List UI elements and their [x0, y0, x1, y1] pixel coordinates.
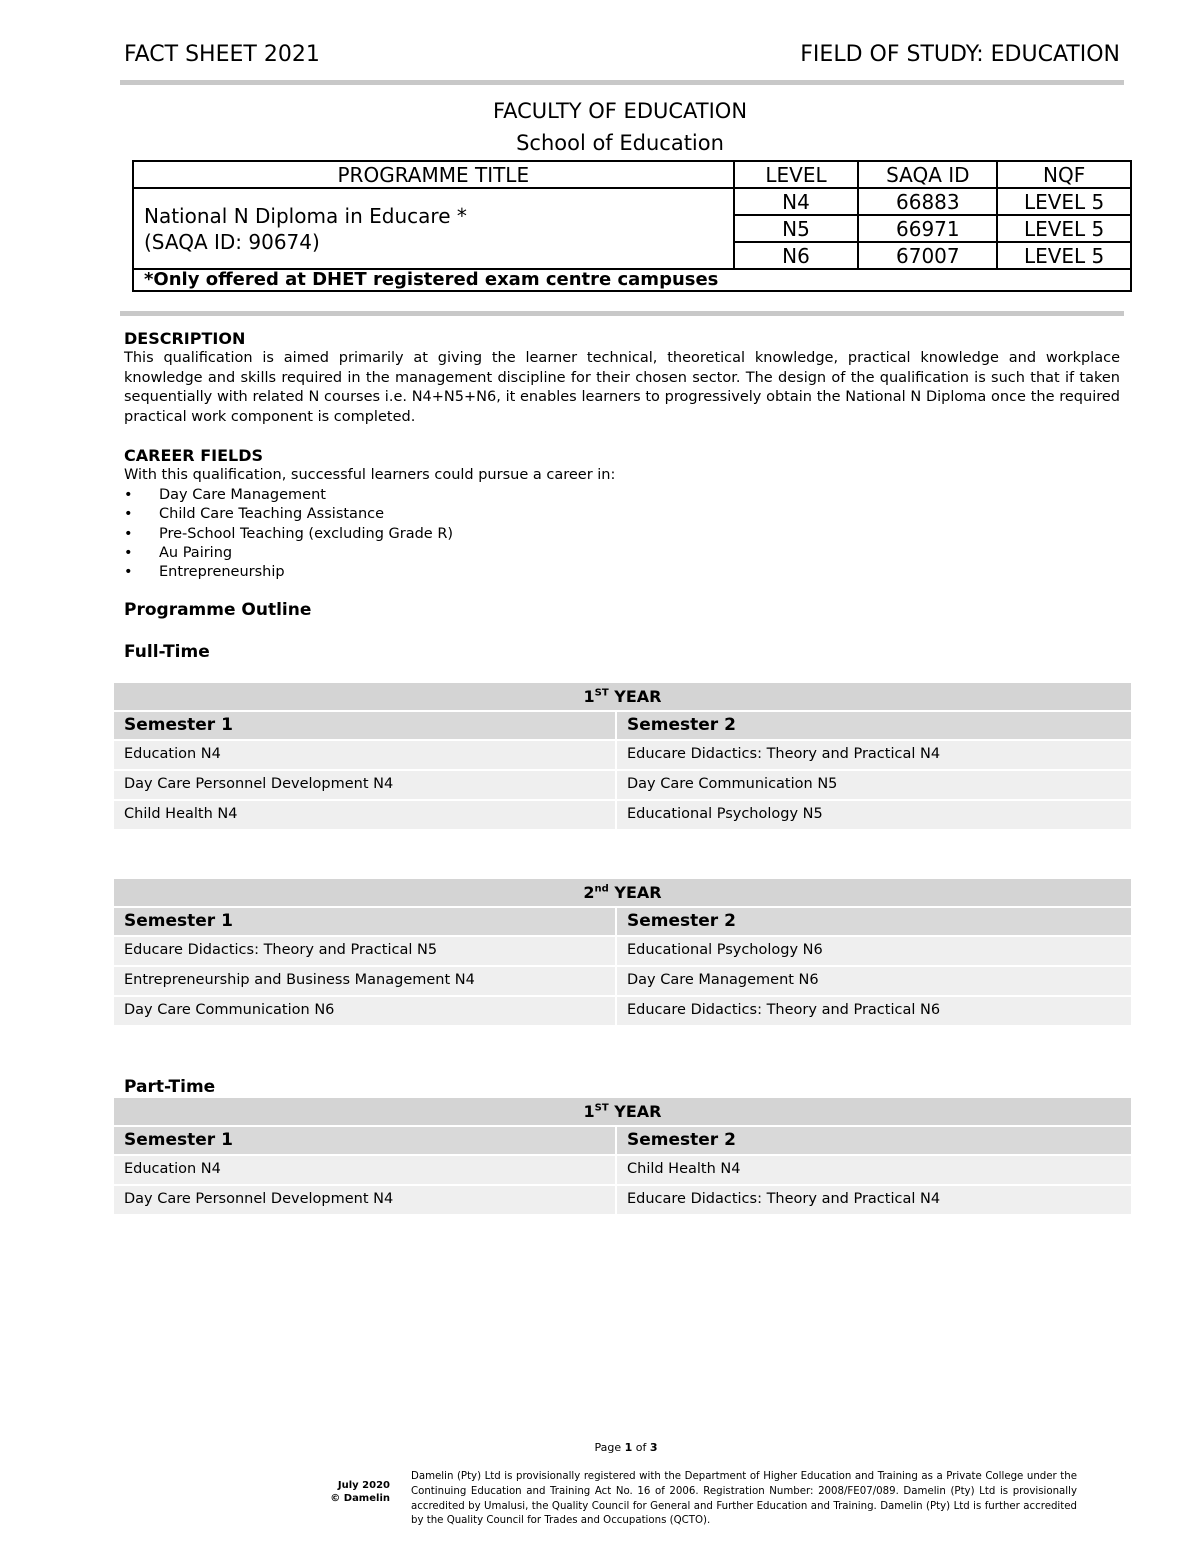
- saqa-cell: 66883: [858, 188, 997, 215]
- year-heading: 1ST YEAR: [114, 1098, 1131, 1125]
- table-row: [114, 997, 1131, 1025]
- programme-name: National N Diploma in Educare *: [144, 203, 467, 228]
- list-item: [124, 525, 453, 544]
- footer-copyright: © Damelin: [330, 1493, 390, 1504]
- programme-title-cell: [133, 188, 734, 269]
- course-cell: Child Health N4: [114, 801, 615, 829]
- bullet-icon: •: [124, 487, 133, 503]
- table-row: [114, 937, 1131, 965]
- semester-2-heading: Semester 2: [617, 1127, 1131, 1154]
- career-fields-intro: With this qualification, successful learners could pursue a career in:: [124, 467, 616, 483]
- level-cell: N5: [734, 215, 859, 242]
- bullet-icon: •: [124, 506, 133, 523]
- course-cell: Educational Psychology N6: [617, 937, 1131, 965]
- course-cell: Education N4: [114, 1156, 615, 1184]
- list-item: [124, 505, 453, 524]
- course-cell: Day Care Personnel Development N4: [114, 1186, 615, 1214]
- career-item: Day Care Management: [159, 487, 326, 503]
- school-title: School of Education: [516, 131, 724, 155]
- nqf-cell: LEVEL 5: [997, 215, 1131, 242]
- header-nqf: NQF: [997, 161, 1131, 188]
- part-time-heading: Part-Time: [124, 1077, 216, 1097]
- programme-saqa: (SAQA ID: 90674): [144, 229, 320, 254]
- course-cell: Child Health N4: [617, 1156, 1131, 1184]
- career-list: [124, 486, 453, 582]
- bullet-icon: •: [124, 544, 133, 561]
- header-level: LEVEL: [734, 161, 859, 188]
- career-fields-heading: CAREER FIELDS: [124, 446, 264, 465]
- course-cell: Educational Psychology N5: [617, 801, 1131, 829]
- list-item: [124, 486, 453, 505]
- page-number: Page 1 of 3: [594, 1441, 658, 1454]
- course-cell: Educare Didactics: Theory and Practical N5: [114, 937, 615, 965]
- course-cell: Education N4: [114, 741, 615, 769]
- saqa-cell: 67007: [858, 242, 997, 269]
- semester-header-row: [114, 908, 1131, 935]
- list-item: [124, 563, 453, 582]
- full-time-year2-table: [114, 879, 1131, 1027]
- programme-note: *Only offered at DHET registered exam centre campuses: [133, 269, 1131, 291]
- course-cell: Day Care Communication N5: [617, 771, 1131, 799]
- table-row: [114, 1156, 1131, 1184]
- header-programme-title: PROGRAMME TITLE: [133, 161, 734, 188]
- top-divider: [120, 80, 1124, 85]
- semester-1-heading: Semester 1: [114, 908, 615, 935]
- course-cell: Day Care Personnel Development N4: [114, 771, 615, 799]
- full-time-heading: Full-Time: [124, 642, 210, 662]
- bullet-icon: •: [124, 564, 133, 581]
- footer-date: [320, 1479, 390, 1505]
- description-text: This qualification is aimed primarily at giving the learner technical, theoretical knowledge, practical knowledge and workplace knowledge and skills required in the management discipline for their chosen sector. The design of the qualification is such that if taken sequentially with related N courses i.e. N4+N5+N6, it enables learners to progressively obtain the National N Diploma once the required practical work component is completed.: [124, 350, 1120, 425]
- nqf-cell: LEVEL 5: [997, 188, 1131, 215]
- list-item: [124, 544, 453, 563]
- semester-2-heading: Semester 2: [617, 712, 1131, 739]
- career-item: Au Pairing: [159, 544, 233, 561]
- semester-header-row: [114, 712, 1131, 739]
- course-cell: Day Care Communication N6: [114, 997, 615, 1025]
- year-heading: 1ST YEAR: [114, 683, 1131, 710]
- header-field-of-study: FIELD OF STUDY: EDUCATION: [800, 42, 1120, 67]
- course-cell: Educare Didactics: Theory and Practical N6: [617, 997, 1131, 1025]
- semester-1-heading: Semester 1: [114, 1127, 615, 1154]
- footer-date-text: July 2020: [337, 1480, 390, 1491]
- section-divider: [120, 311, 1124, 316]
- part-time-year1-table: [114, 1098, 1131, 1216]
- full-time-year1-table: [114, 683, 1131, 831]
- semester-header-row: [114, 1127, 1131, 1154]
- header-fact-sheet: FACT SHEET 2021: [124, 42, 320, 67]
- header-saqa-id: SAQA ID: [858, 161, 997, 188]
- course-cell: Educare Didactics: Theory and Practical N4: [617, 1186, 1131, 1214]
- semester-1-heading: Semester 1: [114, 712, 615, 739]
- programme-note-row: [133, 269, 1131, 291]
- year-heading: 2nd YEAR: [114, 879, 1131, 906]
- career-item: Child Care Teaching Assistance: [159, 506, 385, 523]
- table-row: [114, 801, 1131, 829]
- nqf-cell: LEVEL 5: [997, 242, 1131, 269]
- table-row: [114, 771, 1131, 799]
- course-cell: Educare Didactics: Theory and Practical N4: [617, 741, 1131, 769]
- saqa-cell: 66971: [858, 215, 997, 242]
- programme-outline-heading: Programme Outline: [124, 600, 312, 620]
- description-heading: DESCRIPTION: [124, 329, 246, 348]
- career-item: Entrepreneurship: [159, 564, 285, 581]
- faculty-title: FACULTY OF EDUCATION: [492, 99, 748, 123]
- level-cell: N4: [734, 188, 859, 215]
- table-row: [114, 741, 1131, 769]
- programme-table-header: [133, 161, 1131, 188]
- level-cell: N6: [734, 242, 859, 269]
- bullet-icon: •: [124, 525, 133, 542]
- programme-row: [133, 188, 1131, 215]
- programme-table: [132, 160, 1132, 292]
- table-row: [114, 1186, 1131, 1214]
- course-cell: Entrepreneurship and Business Management N4: [114, 967, 615, 995]
- table-row: [114, 967, 1131, 995]
- semester-2-heading: Semester 2: [617, 908, 1131, 935]
- footer-legal-text: Damelin (Pty) Ltd is provisionally registered with the Department of Higher Education and Training as a Private College under the Continuing Education and Training Act No. 16 of 2006. Registration Number: 2008/FE07/089. Damelin (Pty) Ltd is provisionally accredited by Umalusi, the Quality Council for General and Further Education and Training. Damelin (Pty) Ltd is further accredited by the Quality Council for Trades and Occupations (QCTO).: [411, 1471, 1077, 1527]
- course-cell: Day Care Management N6: [617, 967, 1131, 995]
- career-item: Pre-School Teaching (excluding Grade R): [159, 525, 454, 542]
